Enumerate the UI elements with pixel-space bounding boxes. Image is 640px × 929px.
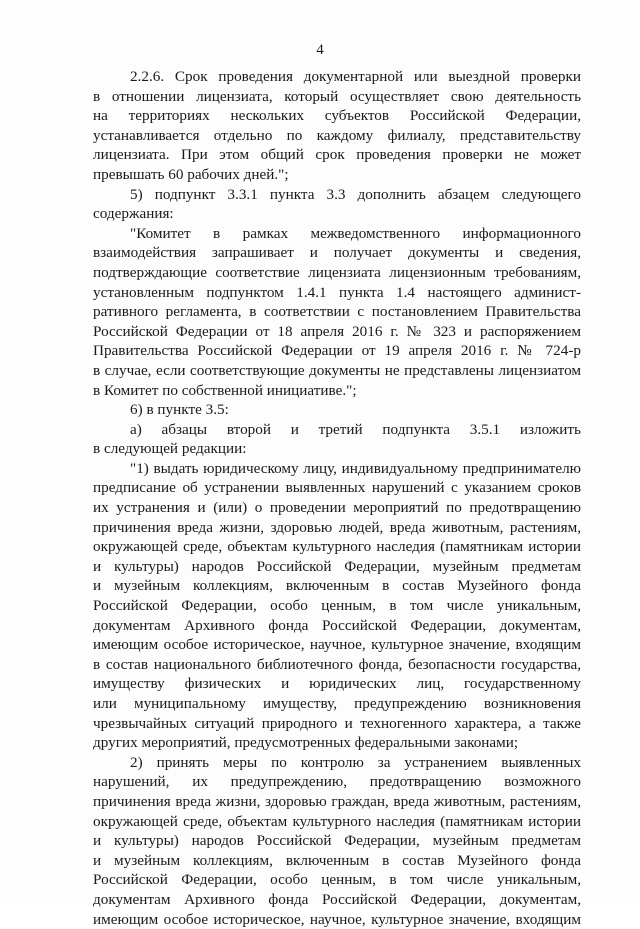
text-line: документам Архивного фонда Российской Федерации, документам,	[93, 890, 581, 908]
text-line: 5) подпункт 3.3.1 пункта 3.3 дополнить абзацем следующего	[130, 185, 581, 203]
text-line: 2) принять меры по контролю за устранением выявленных	[130, 753, 581, 771]
text-line: чрезвычайных ситуаций природного и техногенного характера, а также	[93, 714, 581, 732]
text-line: лицензиата. При этом общий срок проведения проверки не может	[93, 146, 581, 164]
text-line: подтверждающие соответствие лицензиата лицензионным требованиям,	[93, 263, 581, 281]
text-line: Российской Федерации, особо ценным, в том числе уникальным,	[93, 871, 581, 889]
text-line: на территориях нескольких субъектов Российской Федерации,	[93, 107, 581, 125]
text-line: и культуры) народов Российской Федерации, музейным предметам	[93, 557, 581, 575]
text-line: и культуры) народов Российской Федерации, музейным предметам	[93, 832, 581, 850]
text-line: Российской Федерации, особо ценным, в том числе уникальным,	[93, 597, 581, 615]
text-line: взаимодействия запрашивает и получает документы и сведения,	[93, 244, 581, 262]
text-line: окружающей среде, объектам культурного наследия (памятникам истории	[93, 812, 581, 830]
text-line: "Комитет в рамках межведомственного информационного	[130, 224, 581, 242]
text-line: превышать 60 рабочих дней.";	[93, 165, 289, 183]
text-line: установленным подпунктом 1.4.1 пункта 1.4 настоящего админист-	[93, 283, 581, 301]
text-line: документам Архивного фонда Российской Федерации, документам,	[93, 616, 581, 634]
text-line: имеющим особое историческое, научное, культурное значение, входящим	[93, 636, 581, 654]
text-line: причинения вреда жизни, здоровью людей, вреда животным, растениям,	[93, 518, 581, 536]
text-line: их устранения и (или) о проведении мероприятий по предотвращению	[93, 499, 581, 517]
text-line: Правительства Российской Федерации от 19 апреля 2016 г. № 724-р	[93, 342, 581, 360]
text-line: предписание об устранении выявленных нарушений с указанием сроков	[93, 479, 581, 497]
text-line: других мероприятий, предусмотренных федеральными законами;	[93, 734, 519, 752]
text-line: 6) в пункте 3.5:	[130, 401, 229, 419]
text-line: нарушений, их предупреждению, предотвращению возможного	[93, 773, 581, 791]
text-line: и музейным коллекциям, включенным в состав Музейного фонда	[93, 577, 581, 595]
text-line: окружающей среде, объектам культурного наследия (памятникам истории	[93, 538, 581, 556]
text-line: 2.2.6. Срок проведения документарной или выездной проверки	[130, 68, 581, 85]
text-line: или муниципальному имуществу, предупреждению возникновения	[93, 695, 581, 712]
text-line: Российской Федерации от 18 апреля 2016 г. № 323 и распоряжением	[93, 322, 581, 340]
text-line: ративного регламента, в соответствии с постановлением Правительства	[93, 303, 581, 321]
text-line: в следующей редакции:	[93, 440, 247, 458]
text-line: причинения вреда жизни, здоровью граждан, вреда животным, растениям,	[93, 792, 581, 810]
text-line: в состав национального библиотечного фонда, безопасности государства,	[93, 655, 581, 673]
text-line: в случае, если соответствующие документы не представлены лицензиатом	[93, 361, 581, 379]
text-line: имеющим особое историческое, научное, культурное значение, входящим	[93, 910, 581, 928]
text-line: имуществу физических и юридических лиц, государственному	[93, 675, 581, 693]
text-line: устанавливается отдельно по каждому филиалу, представительству	[93, 126, 581, 144]
text-line: в Комитет по собственной инициативе.";	[93, 381, 357, 399]
document-body	[93, 67, 581, 929]
text-line: и музейным коллекциям, включенным в состав Музейного фонда	[93, 851, 581, 869]
text-line: в отношении лицензиата, который осуществляет свою деятельность	[93, 87, 581, 105]
text-line: а) абзацы второй и третий подпункта 3.5.1 изложить	[130, 420, 581, 438]
text-line: "1) выдать юридическому лицу, индивидуальному предпринимателю	[130, 459, 581, 477]
page-number: 4	[316, 42, 324, 58]
text-line: содержания:	[93, 205, 174, 223]
